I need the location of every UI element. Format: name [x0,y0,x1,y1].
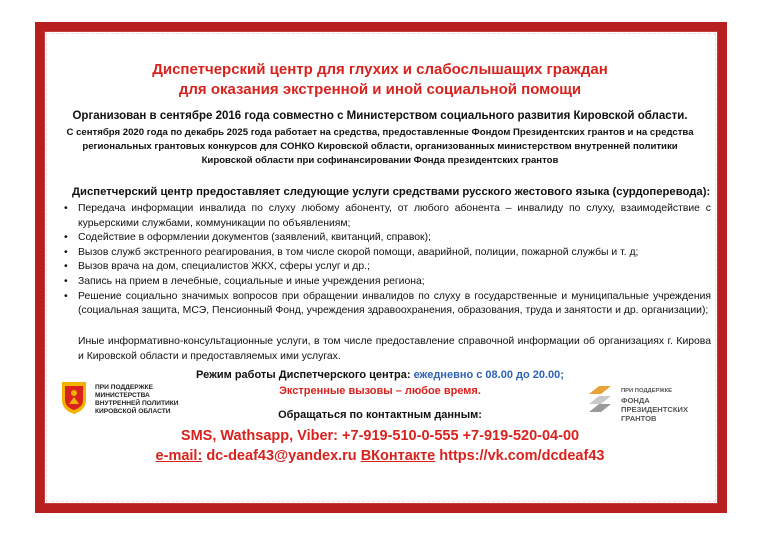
services-heading: Диспетчерский центр предоставляет следующие услуги средствами русского жестового языка (сурдоперевода): [72,186,711,198]
services-list [61,202,711,319]
list-item: • Передача информации инвалида по слуху любому абоненту, от любого абонента – инвалиду по слуху, взаимодействие с курьерскими службами, коммуникации по объявлениям; [64,203,711,229]
phone-number-1[interactable]: +7-919-510-0-555 [342,428,459,444]
bullet-icon: • [64,246,68,258]
contacts-heading: Обращаться по контактным данным: [278,409,482,421]
emergency-note: Экстренные вызовы – любое время. [279,385,481,397]
phone-contacts: SMS, Wathsapp, Viber: +7-919-510-0-555 +7-919-520-04-00 [180,428,580,444]
bullet-icon: • [64,290,68,302]
phone-number-2[interactable]: +7-919-520-04-00 [462,428,580,444]
list-item: • Решение социально значимых вопросов при обращении инвалидов по слуху в государственные и муниципальные учреждения (социальная защита, МСЭ, Пенсионный Фонд, учреждения здравоохранения, образования, труда и занятости и др. организации); [64,290,711,317]
grants-fund-logo: ПРИ ПОДДЕРЖКЕ ФОНДА ПРЕЗИДЕНТСКИХ ГРАНТОВ [585,380,715,430]
page-title-line1: Диспетчерский центр для глухих и слабослышащих граждан [152,61,608,78]
list-item: • Вызов врача на дом, специалистов ЖКХ, сферы услуг и др.; [61,260,711,275]
bullet-icon: • [64,261,68,273]
bullet-icon: • [64,203,68,214]
online-contacts: e-mail: dc-deaf43@yandex.ru ВКонтакте https://vk.com/dcdeaf43 [155,448,605,464]
vk-link[interactable]: https://vk.com/dcdeaf43 [439,448,605,464]
list-item: • Вызов служб экстренного реагирования, в том числе скорой помощи, аварийной, полиции, пожарной службы и т. д; [61,246,711,261]
intro-funding: С сентября 2020 года по декабрь 2025 года работает на средства, предоставленные Фондом Президентских грантов и на средства региональных грантовых конкурсов для СОНКО Кировской области, организованных министерством внутренней политики Кировской области при софинансировании Фонда президентских грантов [66,127,694,166]
list-item: • Запись на прием в лечебные, социальные и иные учреждения региона; [61,275,711,290]
vk-label: ВКонтакте [360,448,436,464]
ministry-logo-text: ПРИ ПОДДЕРЖКЕ МИНИСТЕРСТВА ВНУТРЕННЕЙ ПОЛИТИКИ КИРОВСКОЙ ОБЛАСТИ [95,384,179,415]
work-hours: Режим работы Диспетчерского центра: ежедневно с 08.00 до 20.00; [196,369,564,381]
intro-organized: Организован в сентябре 2016 года совместно с Министерством социального развития Кировской области. [72,110,688,122]
page-title-line2: для оказания экстренной и иной социальной помощи [178,81,582,98]
work-hours-value: ежедневно с 08.00 до 20.00; [413,369,564,381]
services-extra: Иные информативно-консультационные услуги, в том числе предоставление справочной информации об организациях г. Кирова и Кировской области и предоставляемых ими услугах. [78,336,711,362]
email-link[interactable]: dc-deaf43@yandex.ru [206,448,357,464]
grants-fund-logo-text: ФОНДА ПРЕЗИДЕНТСКИХ ГРАНТОВ [621,396,689,423]
bullet-icon: • [64,232,68,244]
list-item: • Содействие в оформлении документов (заявлений, квитанций, справок); [61,231,711,246]
bullet-icon: • [64,275,68,287]
